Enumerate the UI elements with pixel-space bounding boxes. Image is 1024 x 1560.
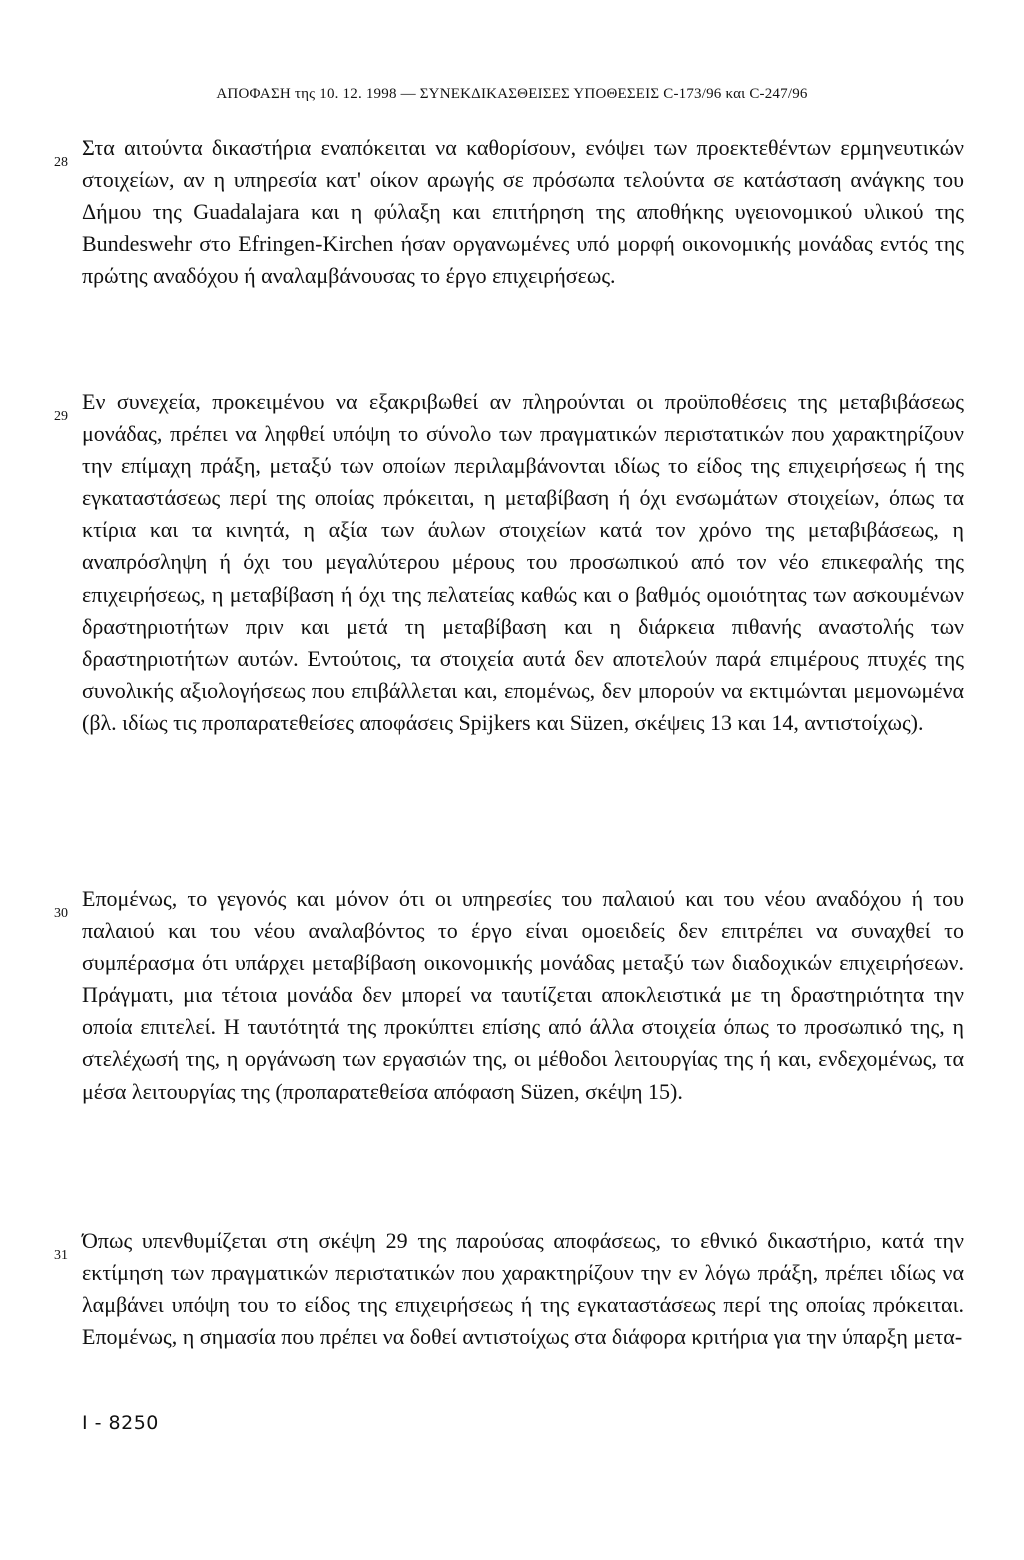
paragraph-text: Όπως υπενθυμίζεται στη σκέψη 29 της παρούσας αποφάσεως, το εθνικό δικαστήριο, κατά την εκτίμηση των πραγματικών περιστατικών που χαρακτηρίζουν την εν λόγω πράξη, πρέπει ιδίως να λαμβάνει υπόψη του το είδος της επιχειρήσεως ή της εγκαταστάσεως περί της οποίας πρόκειται. Επομένως, η σημασία που πρέπει να δοθεί αντιστοίχως στα διάφορα κριτήρια για την ύπαρξη μετα- xyxy=(82,1228,964,1350)
paragraph-text: Επομένως, το γεγονός και μόνον ότι οι υπηρεσίες του παλαιού και του νέου αναδόχου ή του παλαιού και του νέου αναλαβόντος το έργο είναι ομοειδείς δεν επιτρέπει να συναχθεί το συμπέρασμα ότι υπάρχει μεταβίβαση οικονομικής μονάδας μεταξύ των διαδοχικών επιχειρήσεων. Πράγματι, μια τέτοια μονάδα δεν μπορεί να ταυτίζεται αποκλειστικά με τη δραστηριότητα την οποία επιτελεί. Η ταυτότητά της προκύπτει επίσης από άλλα στοιχεία όπως το προσωπικό της, η στελέχωσή της, η οργάνωση των εργασιών της, οι μέθοδοι λειτουργίας της ή και, ενδεχομένως, τα μέσα λειτουργίας της (προπαρατεθείσα απόφαση Süzen, σκέψη 15). xyxy=(82,886,964,1104)
paragraph-number: 30 xyxy=(54,906,68,921)
paragraph-number: 31 xyxy=(54,1248,68,1263)
paragraph-text: Στα αιτούντα δικαστήρια εναπόκειται να καθορίσουν, ενόψει των προεκτεθέντων ερμηνευτικών στοιχείων, αν η υπηρεσία κατ' οίκον αρωγής σε πρόσωπα τελούντα σε κατάσταση ανάγκης του Δήμου της Guadalajara και η φύλαξη και επιτήρηση της αποθήκης υγειονομικού υλικού της Bundeswehr στο Efringen-Kirchen ήσαν οργανωμένες υπό μορφή οικονομικής μονάδας εντός της πρώτης αναδόχου ή αναλαμβάνουσας το έργο επιχειρήσεως. xyxy=(82,135,964,289)
running-header: ΑΠΟΦΑΣΗ της 10. 12. 1998 — ΣΥΝΕΚΔΙΚΑΣΘΕΙΣΕΣ ΥΠΟΘΕΣΕΙΣ C-173/96 και C-247/96 xyxy=(216,86,808,102)
page-code: I - 8250 xyxy=(82,1412,159,1434)
paragraph-number: 29 xyxy=(54,409,68,424)
paragraph-number: 28 xyxy=(54,155,68,170)
paragraph-text: Εν συνεχεία, προκειμένου να εξακριβωθεί αν πληρούνται οι προϋποθέσεις της μεταβιβάσεως μονάδας, πρέπει να ληφθεί υπόψη το σύνολο των πραγματικών περιστατικών που χαρακτηρίζουν την επίμαχη πράξη, μεταξύ των οποίων περιλαμβάνονται ιδίως το είδος της επιχειρήσεως ή της εγκαταστάσεως περί της οποίας πρόκειται, η μεταβίβαση ή όχι ενσωμάτων στοιχείων, όπως τα κτίρια και τα κινητά, η αξία των άυλων στοιχείων κατά τον χρόνο της μεταβιβάσεως, η αναπρόσληψη ή όχι του μεγαλύτερου μέρους του προσωπικού από τον νέο επικεφαλής της επιχειρήσεως, η μεταβίβαση ή όχι της πελατείας καθώς και ο βαθμός ομοιότητας των ασκουμένων δραστηριοτήτων πριν και μετά τη μεταβίβαση και η διάρκεια πιθανής αναστολής των δραστηριοτήτων αυτών. Εντούτοις, τα στοιχεία αυτά δεν αποτελούν παρά επιμέρους πτυχές της συνολικής αξιολογήσεως που επιβάλλεται και, επομένως, δεν μπορούν να εκτιμώνται μεμονωμένα (βλ. ιδίως τις προπαρατεθείσες αποφάσεις Spijkers και Süzen, σκέψεις 13 και 14, αντιστοίχως). xyxy=(82,389,964,735)
